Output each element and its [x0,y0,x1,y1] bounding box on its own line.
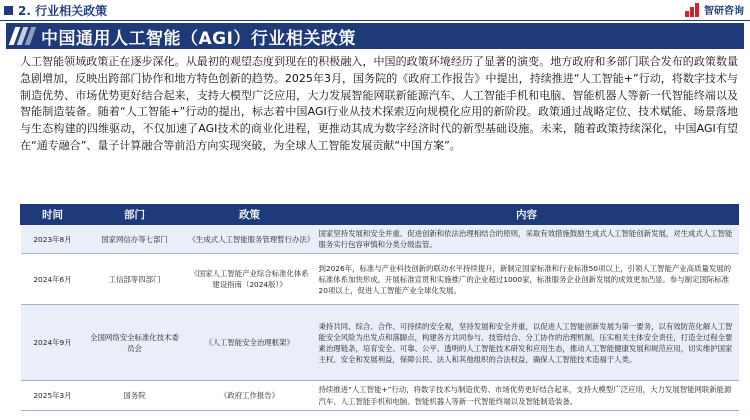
cell-policy: 《政府工作报告》 [185,381,315,410]
page-title: 中国通用人工智能（AGI）行业相关政策 [41,28,356,49]
table-row [21,381,739,410]
intro-paragraph: 人工智能领域政策正在逐步深化。从最初的观望态度到现在的积极融入，中国的政策环境经历了显著的演变。地方政府和多部门联合发布的政策数量急剧增加，反映出跨部门协作和地方特色创新的趋势。2025年3月，国务院的《政府工作报告》中提出，持续推进“人工智能+”行动，将数字技术与制造优势、市场优势更好结合起来，支持大模型广泛应用，大力发展智能网联新能源汽车、人工智能手机和电脑、智能机器人等新一代智能终端以及智能制造装备。随着“人工智能+”行动的提出，标志着中国AGI行业从技术探索迈向规模化应用的新阶段。政策通过战略定位、技术赋能、场景落地与生态构建的四维驱动，不仅加速了AGI技术的商业化进程，更推动其成为数字经济时代的新型基础设施。未来，随着政策持续深化，中国AGI有望在“通专融合”、量子计算融合等前沿方向实现突破，为全球人工智能发展贡献“中国方案”。 [20,55,738,152]
cell-time: 2025年3月 [21,381,85,410]
cell-policy: 《国家人工智能产业综合标准化体系建设指南（2024版）》 [185,254,315,305]
header-time: 时间 [21,205,85,225]
cell-dept: 国务院 [85,381,185,410]
table-row [21,225,739,254]
cell-content: 国家坚持发展和安全并重、促进创新和依法治理相结合的原则，采取有效措施鼓励生成式人工智能创新发展，对生成式人工智能服务实行包容审慎和分类分级监管。 [315,225,739,254]
table-header-row [21,205,739,225]
cell-content: 到2026年，标准与产业科技创新的联动水平持续提升，新制定国家标准和行业标准50项以上，引领人工智能产业高质量发展的标准体系加快形成。开展标准宣贯和实施推广的企业超过1000家，标准服务企业创新发展的成效更加凸显。参与制定国际标准20项以上，促进人工智能产业全球化发展。 [315,254,739,305]
cell-policy: 《人工智能安全治理框架》 [185,305,315,381]
header-divider [0,20,750,21]
table-row [21,305,739,381]
cell-policy: 《生成式人工智能服务管理暂行办法》 [185,225,315,254]
section-title: 2. 行业相关政策 [18,3,108,18]
cell-time: 2024年9月 [21,305,85,381]
logo-bars-icon [685,3,701,17]
logo-text: 智研咨询 [704,6,744,17]
cell-content: 持续推进“人工智能+”行动，将数字技术与制造优势、市场优势更好结合起来，支持大模型广泛应用，大力发展智能网联新能源汽车、人工智能手机和电脑、智能机器人等新一代智能终端以及智能制造装备。 [315,381,739,410]
section-square-icon [4,6,13,15]
header-dept: 部门 [85,205,185,225]
banner-stripes-icon [12,27,33,45]
cell-dept: 全国网络安全标准化技术委员会 [85,305,185,381]
brand-logo [685,2,744,17]
cell-time: 2023年8月 [21,225,85,254]
policy-table [20,204,739,411]
header-policy: 政策 [185,205,315,225]
cell-content: 秉持共同、综合、合作、可持续的安全观，坚持发展和安全并重，以促进人工智能创新发展为第一要务，以有效防范化解人工智能安全风险为出发点和落脚点，构建各方共同参与、技管结合、分工协作的治理机制，压实相关主体安全责任，打造全过程全要素治理链条，培育安全、可靠、公平、透明的人工智能技术研发和应用生态，推动人工智能健康发展和规范应用，切实维护国家主权、安全和发展利益，保障公民、法人和其他组织的合法权益，确保人工智能技术造福于人类。 [315,305,739,381]
table-row [21,254,739,305]
cell-dept: 工信部等四部门 [85,254,185,305]
title-banner [6,23,744,49]
cell-time: 2024年6月 [21,254,85,305]
section-header [0,0,750,20]
cell-dept: 国家网信办等七部门 [85,225,185,254]
header-content: 内容 [315,205,739,225]
